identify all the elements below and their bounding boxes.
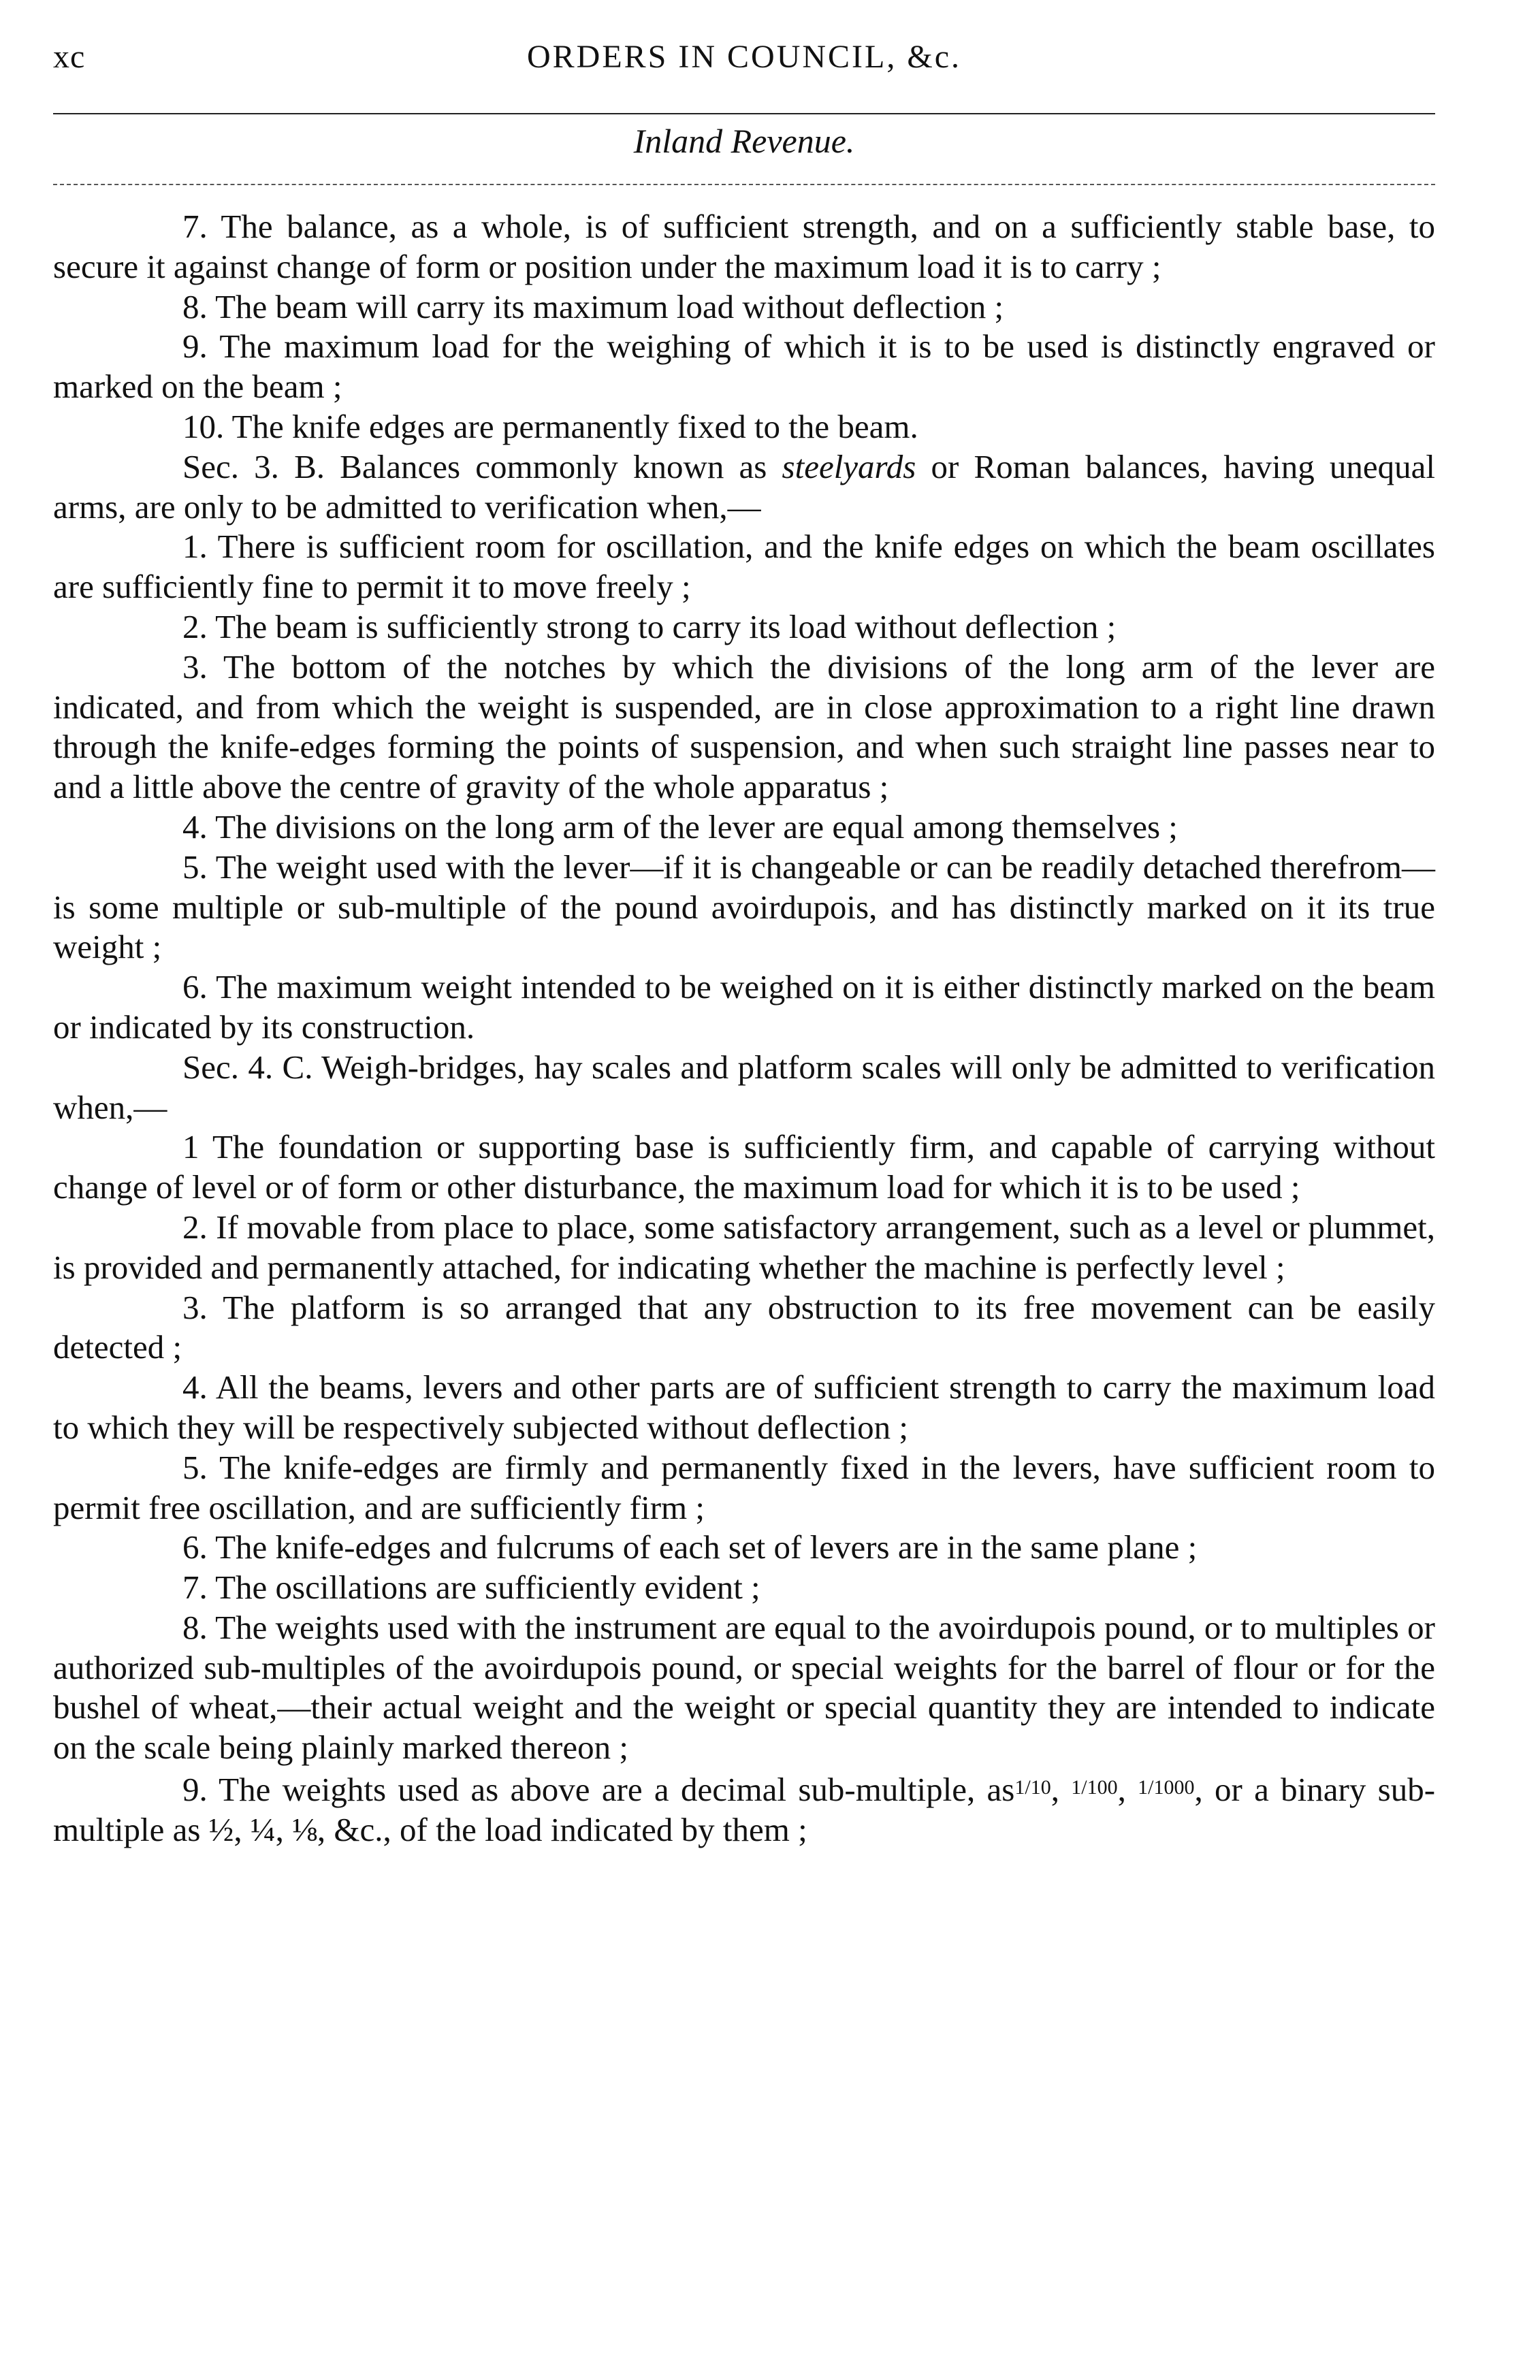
fraction-one-tenth: 1/10 <box>1014 1776 1051 1799</box>
page-header <box>53 38 1435 79</box>
sub-multiple-text-start: 9. The weights used as above are a decimal sub-multiple, as <box>182 1771 1015 1809</box>
paragraph-sec-3-steelyards <box>53 447 1435 528</box>
paragraph-steelyard-4-divisions: 4. The divisions on the long arm of the lever are equal among themselves ; <box>182 807 1178 846</box>
document-body <box>53 207 1435 1850</box>
sec-3-text-start: Sec. 3. B. Balances commonly known as <box>182 447 782 485</box>
paragraph-steelyard-6-max-weight: 6. The maximum weight intended to be weighed on it is either distinctly marked on the beam or indicated by its construction. <box>53 968 1435 1046</box>
sub-multiple-text-end: , or a binary sub-multiple as ½, ¼, ⅛, &c., of the load indicated by them ; <box>53 1771 1436 1848</box>
paragraph-platform-6-same-plane: 6. The knife-edges and fulcrums of each set of levers are in the same plane ; <box>182 1528 1198 1566</box>
fraction-separator: , <box>1050 1771 1072 1809</box>
fraction-one-thousandth: 1/1000 <box>1138 1776 1195 1799</box>
paragraph-platform-4-beams-levers: 4. All the beams, levers and other parts are of sufficient strength to carry the maximum load to which they will be respectively subjected without deflection ; <box>53 1368 1435 1446</box>
paragraph-steelyard-3-notches: 3. The bottom of the notches by which the divisions of the long arm of the lever are indicated, and from which the weight is suspended, are in close approximation to a right line drawn through the knife-edges forming the points of suspension, and when such straight line passes near to and a little above the centre of gravity of the whole apparatus ; <box>53 647 1435 806</box>
paragraph-9-max-load-engraved: 9. The maximum load for the weighing of which it is to be used is distinctly engraved or marked on the beam ; <box>53 327 1435 406</box>
running-title: ORDERS IN COUNCIL, &c. <box>527 39 961 75</box>
fraction-separator: , <box>1117 1771 1138 1809</box>
paragraph-platform-2-movable: 2. If movable from place to place, some satisfactory arrangement, such as a level or plummet, is provided and permanently attached, for indicating whether the machine is perfectly level ; <box>53 1208 1435 1286</box>
paragraph-steelyard-5-weight: 5. The weight used with the lever—if it is changeable or can be readily detached therefrom—is some multiple or sub-multiple of the pound avoirdupois, and has distinctly marked on it its true weight ; <box>53 848 1435 966</box>
sec-3-text-end: or Roman balances, having unequal arms, are only to be admitted to verification when,— <box>53 447 1435 526</box>
section-rule <box>53 184 1435 185</box>
paragraph-platform-1-foundation: 1 The foundation or supporting base is sufficiently firm, and capable of carrying without change of level or of form or other disturbance, the maximum load for which it is to be used ; <box>53 1128 1435 1206</box>
paragraph-platform-5-knife-edges: 5. The knife-edges are firmly and permanently fixed in the levers, have sufficient room to permit free oscillation, and are sufficiently firm ; <box>53 1448 1435 1526</box>
paragraph-8-beam-deflection: 8. The beam will carry its maximum load without deflection ; <box>182 287 1004 325</box>
fraction-one-hundredth: 1/100 <box>1071 1776 1118 1799</box>
paragraph-steelyard-2-beam-strength: 2. The beam is sufficiently strong to carry its load without deflection ; <box>182 607 1117 645</box>
page-number: xc <box>53 39 86 75</box>
section-title: Inland Revenue. <box>633 122 855 160</box>
paragraph-sec-4-weigh-bridges: Sec. 4. C. Weigh-bridges, hay scales and platform scales will only be admitted to verification when,— <box>53 1048 1435 1126</box>
paragraph-platform-7-oscillations: 7. The oscillations are sufficiently evident ; <box>182 1569 760 1607</box>
document-page <box>53 0 1435 2380</box>
steelyards-term: steelyards <box>782 447 916 485</box>
paragraph-platform-8-weights: 8. The weights used with the instrument are equal to the avoirdupois pound, or to multiples or authorized sub-multiples of the avoirdupois pound, or special weights for the barrel of flour or for the bushel of wheat,—their actual weight and the weight or special quantity they are intended to indicate on the scale being plainly marked thereon ; <box>53 1608 1435 1767</box>
header-rule <box>53 113 1435 114</box>
paragraph-10-knife-edges-fixed: 10. The knife edges are permanently fixed to the beam. <box>182 407 918 445</box>
paragraph-platform-3-obstruction: 3. The platform is so arranged that any obstruction to its free movement can be easily detected ; <box>53 1288 1435 1366</box>
paragraph-7-balance-strength: 7. The balance, as a whole, is of sufficient strength, and on a sufficiently stable base, to secure it against change of form or position under the maximum load it is to carry ; <box>53 208 1435 285</box>
paragraph-platform-9-sub-multiples <box>53 1768 1435 1850</box>
paragraph-steelyard-1-oscillation: 1. There is sufficient room for oscillation, and the knife edges on which the beam oscillates are sufficiently fine to permit it to move freely ; <box>53 528 1435 606</box>
